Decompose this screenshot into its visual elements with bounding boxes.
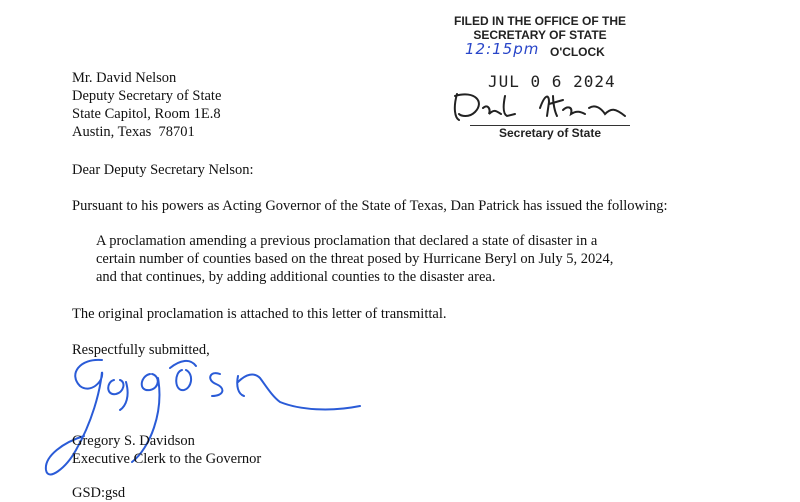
reference-initials: GSD:gsd xyxy=(72,485,126,501)
salutation: Dear Deputy Secretary Nelson: xyxy=(72,162,254,178)
signer-name: Gregory S. Davidson xyxy=(72,433,195,449)
recipient-title: Deputy Secretary of State xyxy=(72,88,222,104)
recipient-address xyxy=(72,69,221,141)
stamp-date: JUL 0 6 2024 xyxy=(488,72,616,91)
summary-line: A proclamation amending a previous proclamation that declared a state of disaster in a xyxy=(96,233,598,249)
closing: Respectfully submitted, xyxy=(72,342,210,358)
summary-line: certain number of counties based on the threat posed by Hurricane Beryl on July 5, 2024, xyxy=(96,251,614,267)
stamp-handwritten-time: 12:15pm xyxy=(465,40,540,58)
stamp-footer: Secretary of State xyxy=(498,126,602,140)
secretary-signature xyxy=(445,86,645,126)
proclamation-summary xyxy=(96,232,613,286)
signer-block xyxy=(72,432,261,468)
attachment-note: The original proclamation is attached to this letter of transmittal. xyxy=(72,306,447,322)
stamp-line-2: SECRETARY OF STATE xyxy=(473,28,607,42)
recipient-address-line-1: State Capitol, Room 1E.8 xyxy=(72,106,221,122)
signer-title: Executive Clerk to the Governor xyxy=(72,451,262,467)
stamp-time-row xyxy=(465,40,635,60)
recipient-name: Mr. David Nelson xyxy=(72,70,177,86)
summary-line: and that continues, by adding additional counties to the disaster area. xyxy=(96,269,496,285)
intro-paragraph: Pursuant to his powers as Acting Governor of the State of Texas, Dan Patrick has issued the following: xyxy=(72,198,668,214)
stamp-line-1: FILED IN THE OFFICE OF THE xyxy=(454,14,626,28)
stamp-oclock-label: O'CLOCK xyxy=(550,45,605,59)
filing-stamp xyxy=(440,14,640,42)
recipient-address-line-2: Austin, Texas 78701 xyxy=(72,124,195,140)
